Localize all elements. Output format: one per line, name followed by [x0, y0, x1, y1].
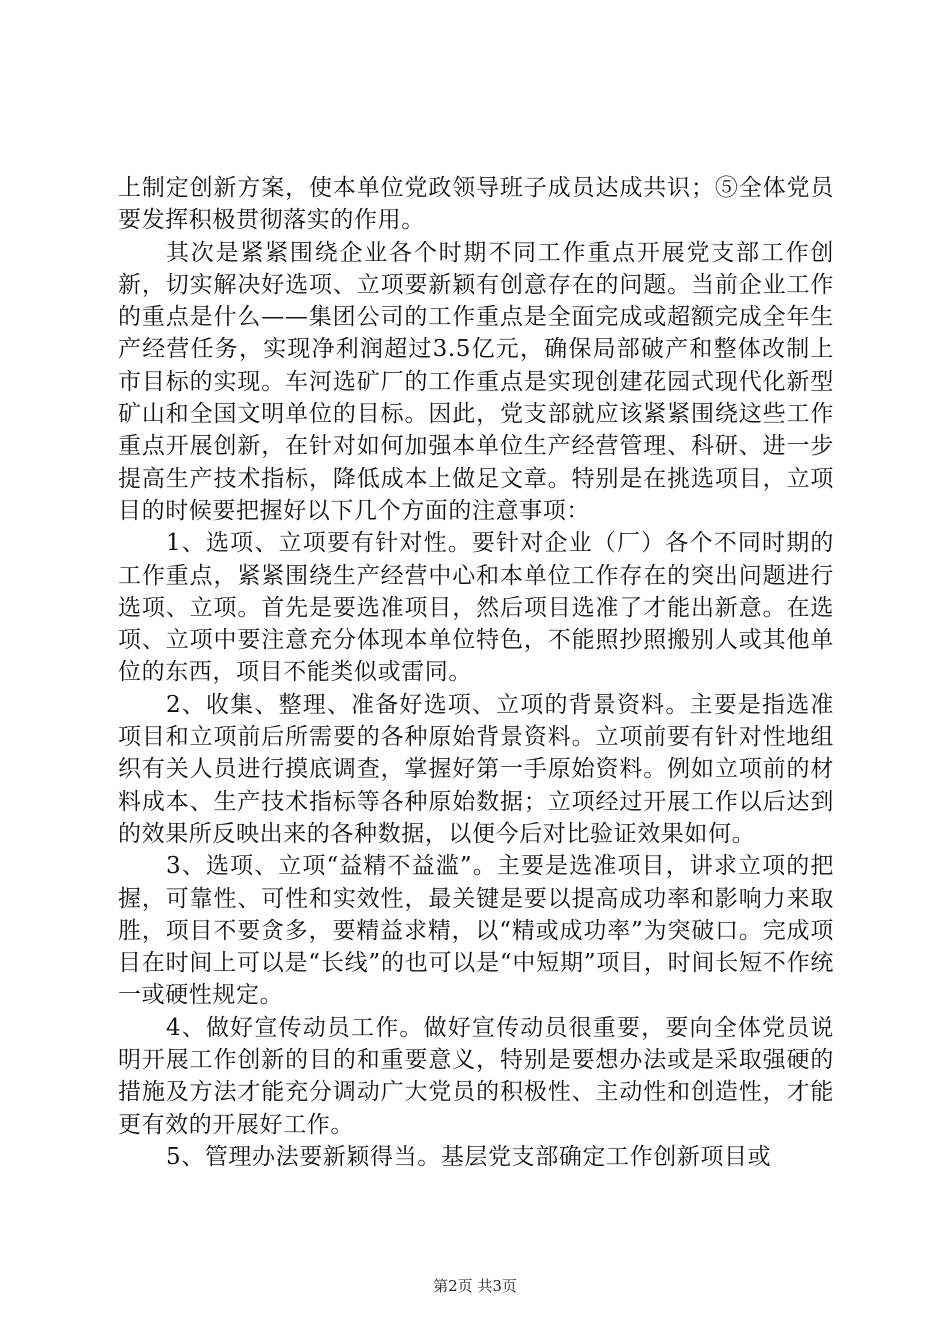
paragraph-item-2: 2、收集、整理、准备好选项、立项的背景资料。主要是指选准项目和立项前后所需要的各种原始背景资料。立项前要有针对性地组织有关人员进行摸底调查，掌握好第一手原始资料。例如立项前的材料成本、生产技术指标等各种原始数据；立项经过开展工作以后达到的效果所反映出来的各种数据，以便今后对比验证效果如何。: [118, 691, 834, 847]
paragraph-continuation: 上制定创新方案，使本单位党政领导班子成员达成共识；⑤全体党员要发挥积极贯彻落实的作用。: [118, 175, 834, 234]
paragraph-item-5: 5、管理办法要新颖得当。基层党支部确定工作创新项目或: [166, 1143, 772, 1170]
paragraph-item-3: 3、选项、立项“益精不益滥”。主要是选准项目，讲求立项的把握，可靠性、可性和实效性，最关键是要以提高成功率和影响力来取胜，项目不要贪多，要精益求精，以“精或成功率”为突破口。完成项目在时间上可以是“长线”的也可以是“中短期”项目，时间长短不作统一或硬性规定。: [118, 853, 834, 1009]
page-number-footer: 第2页 共3页: [433, 1277, 517, 1295]
paragraph-item-1: 1、选项、立项要有针对性。要针对企业（厂）各个不同时期的工作重点，紧紧围绕生产经营中心和本单位工作存在的突出问题进行选项、立项。首先是要选准项目，然后项目选准了才能出新意。在选项、立项中要注意充分体现本单位特色，不能照抄照搬别人或其他单位的东西，项目不能类似或雷同。: [118, 530, 834, 686]
paragraph-work-focus: 其次是紧紧围绕企业各个时期不同工作重点开展党支部工作创新，切实解决好选项、立项要新颖有创意存在的问题。当前企业工作的重点是什么——集团公司的工作重点是全面完成或超额完成全年生产经营任务，实现净利润超过3.5亿元，确保局部破产和整体改制上市目标的实现。车河选矿厂的工作重点是实现创建花园式现代化新型矿山和全国文明单位的目标。因此，党支部就应该紧紧围绕这些工作重点开展创新，在针对如何加强本单位生产经营管理、科研、进一步提高生产技术指标，降低成本上做足文章。特别是在挑选项目，立项目的时候要把握好以下几个方面的注意事项：: [118, 239, 834, 524]
paragraph-item-4: 4、做好宣传动员工作。做好宣传动员很重要，要向全体党员说明开展工作创新的目的和重要意义，特别是要想办法或是采取强硬的措施及方法才能充分调动广大党员的积极性、主动性和创造性，才能更有效的开展好工作。: [118, 1014, 834, 1138]
document-body: [118, 172, 834, 1173]
